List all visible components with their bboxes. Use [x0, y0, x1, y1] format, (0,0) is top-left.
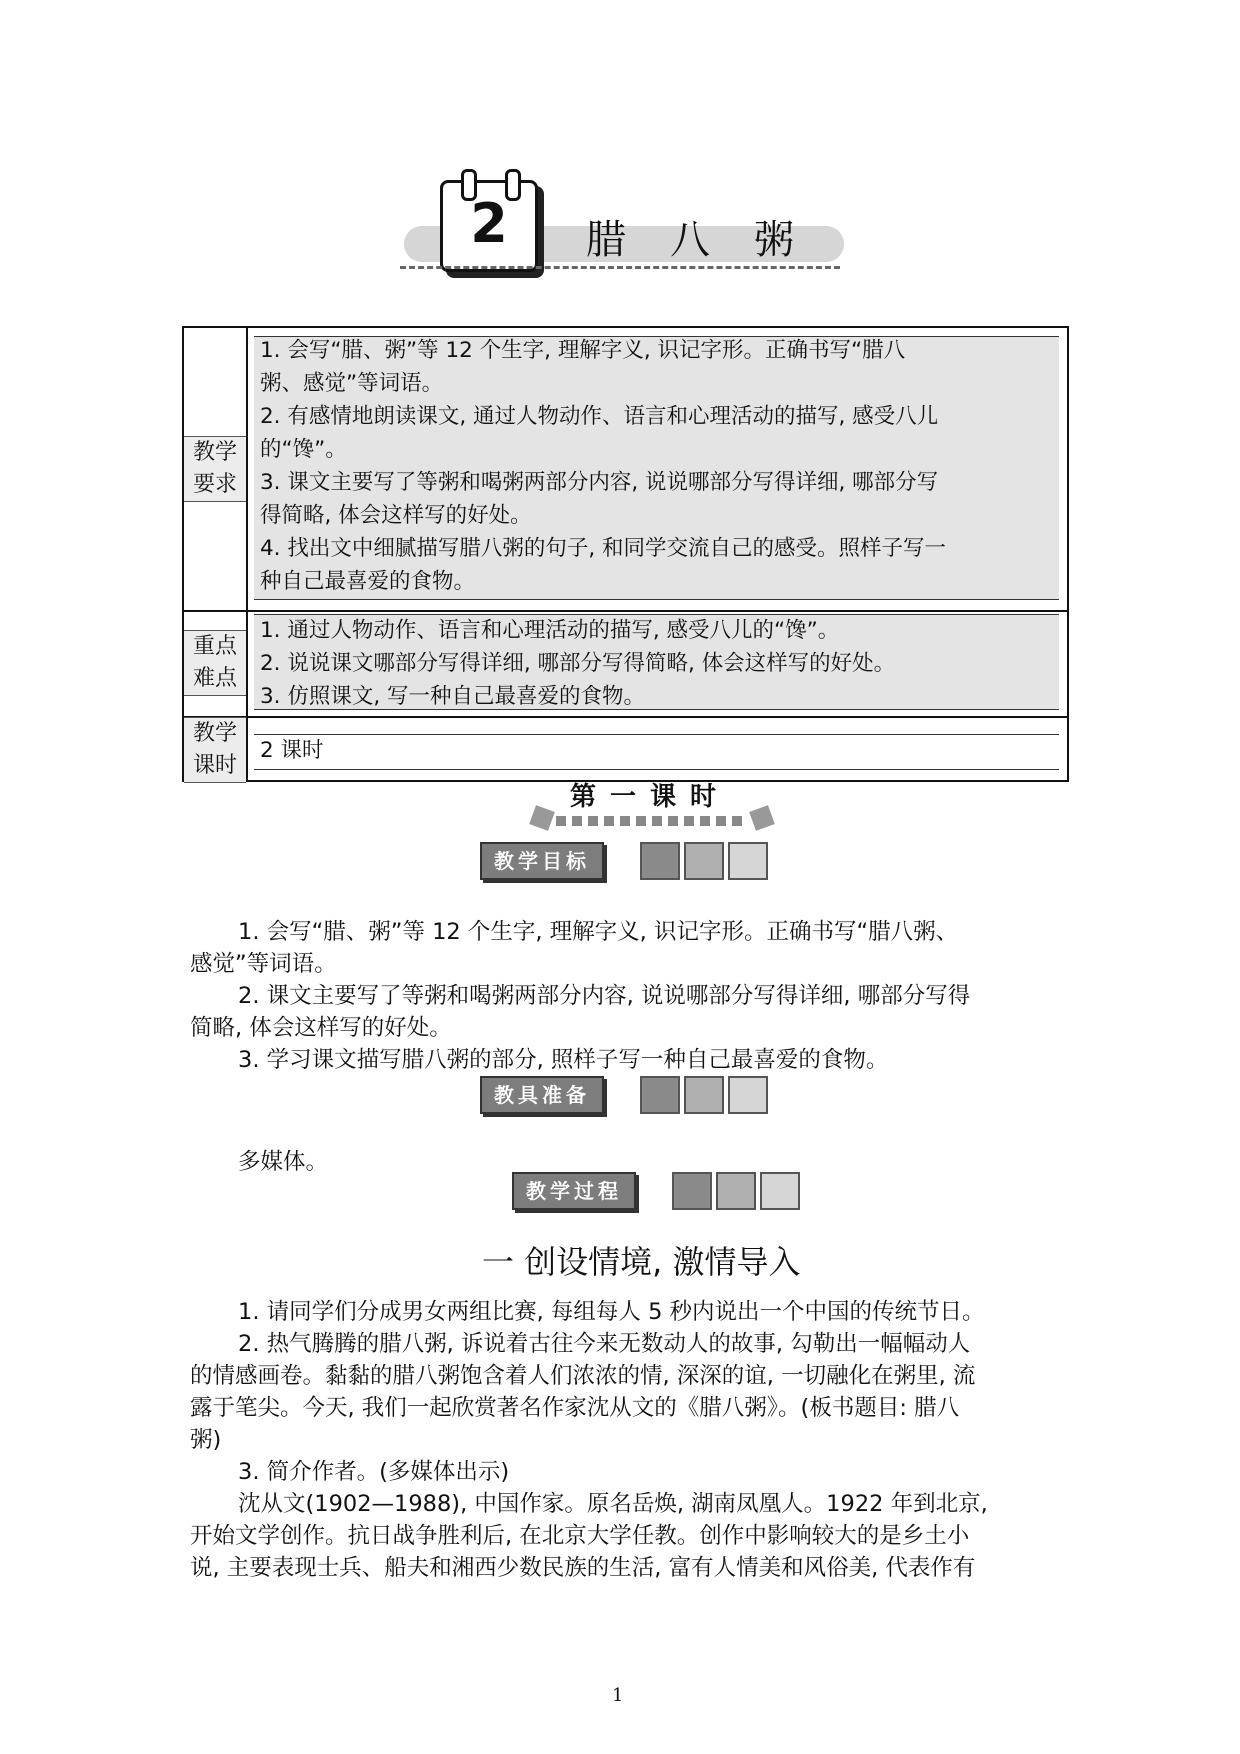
title-banner [400, 162, 848, 272]
key-point-line: 1. 通过人物动作、语言和心理活动的描写, 感受八儿的“馋”。 [260, 618, 840, 643]
requirement-line: 2. 有感情地朗读课文, 通过人物动作、语言和心理活动的描写, 感受八儿 [260, 404, 939, 429]
tag-square [760, 1172, 800, 1210]
table-row-key-points [184, 612, 1067, 718]
row-label-cell [184, 612, 248, 716]
tag-square [728, 1076, 768, 1114]
requirement-line: 粥、感觉”等词语。 [260, 371, 444, 396]
tag-square [728, 842, 768, 880]
lesson-period-title: 第一课时 [569, 782, 730, 812]
tag-square [684, 842, 724, 880]
requirement-line: 4. 找出文中细腻描写腊八粥的句子, 和同学交流自己的感受。照样子写一 [260, 536, 947, 561]
periods-value: 2 课时 [260, 738, 324, 763]
lesson-title: 腊八粥 [586, 217, 838, 263]
section-heading: 一 创设情境, 激情导入 [482, 1243, 801, 1281]
lesson-header [520, 776, 780, 836]
requirements-table [182, 326, 1069, 782]
key-point-line: 2. 说说课文哪部分写得详细, 哪部分写得简略, 体会这样写的好处。 [260, 651, 896, 676]
row-label-cell [184, 718, 248, 780]
banner-divider [400, 266, 840, 269]
row-content-cell [248, 718, 1067, 780]
tag-square [716, 1172, 756, 1210]
tag-label: 教学目标 [480, 842, 604, 880]
process-paragraph: 1. 请同学们分成男女两组比赛, 每组每人 5 秒内说出一个中国的传统节日。 2. 热气腾腾的腊八粥, 诉说着古往今来无数动人的故事, 勾勒出一幅幅动人 的情感画卷。黏黏的腊八粥饱含着人们浓浓的情, 深深的谊, 一切融化在粥里, 流 露于笔尖。今天, 我们一起欣赏著名作家沈从文的《腊八粥》。(板书题目: 腊八 粥) 3. 简介作者。(多媒体出示) 沈从文(1902—1988), 中国作家。原名岳焕, 湖南凤凰人。1922 年到北京, 开始文学创作。抗日战争胜利后, 在北京大学任教。创作中影响较大的是乡土小 说, 主要表现士兵、船夫和湘西少数民族的生活, 富有人情美和风俗美, 代表作有 [190, 1299, 988, 1581]
requirement-line: 种自己最喜爱的食物。 [260, 569, 476, 594]
requirement-line: 的“馋”。 [260, 437, 347, 462]
requirement-line: 3. 课文主要写了等粥和喝粥两部分内容, 说说哪部分写得详细, 哪部分写 [260, 470, 939, 495]
row-content-cell [248, 328, 1067, 610]
page-number: 1 [612, 1685, 624, 1706]
goals-paragraph: 1. 会写“腊、粥”等 12 个生字, 理解字义, 识记字形。正确书写“腊八粥、 感觉”等词语。 2. 课文主要写了等粥和喝粥两部分内容, 说说哪部分写得详细, 哪部分写得 简略, 体会这样写的好处。 3. 学习课文描写腊八粥的部分, 照样子写一种自己最喜爱的食物。 [190, 919, 971, 1073]
row-content-cell [248, 612, 1067, 716]
decor-dots [556, 816, 746, 826]
key-point-line: 3. 仿照课文, 写一种自己最喜爱的食物。 [260, 684, 646, 709]
requirement-line: 1. 会写“腊、粥”等 12 个生字, 理解字义, 识记字形。正确书写“腊八 [260, 338, 906, 363]
row-label: 教学 课时 [184, 717, 246, 783]
tag-square [684, 1076, 724, 1114]
tag-square [640, 1076, 680, 1114]
row-label: 教学 要求 [184, 436, 246, 502]
tag-square [640, 842, 680, 880]
row-label-cell [184, 328, 248, 610]
tag-label: 教学过程 [512, 1172, 636, 1210]
requirement-line: 得简略, 体会这样写的好处。 [260, 503, 532, 528]
calendar-icon [440, 180, 538, 272]
lesson-number: 2 [470, 192, 508, 255]
table-row-periods [184, 718, 1067, 780]
table-row-requirements [184, 328, 1067, 612]
tools-paragraph: 多媒体。 [238, 1149, 329, 1175]
tag-square [672, 1172, 712, 1210]
row-label: 重点 难点 [184, 630, 246, 696]
tag-label: 教具准备 [480, 1076, 604, 1114]
